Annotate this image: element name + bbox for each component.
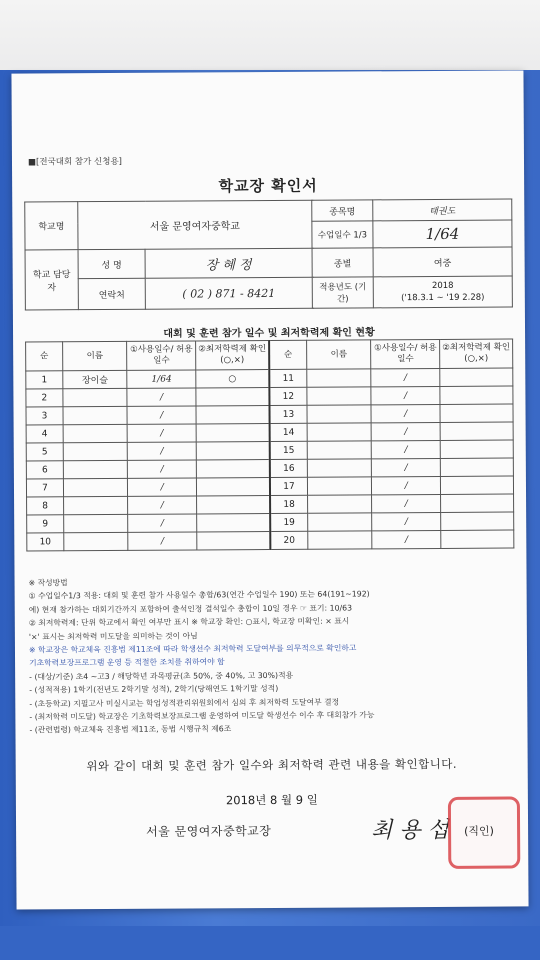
row-usage: / xyxy=(127,406,196,424)
row-minimum-check xyxy=(440,476,513,494)
row-name xyxy=(307,423,372,441)
row-usage: / xyxy=(128,478,197,496)
record-title: 대회 및 훈련 참가 일수 및 최저학력제 확인 현황 xyxy=(163,327,375,340)
school-value: 서울 문영여자중학교 xyxy=(78,200,312,249)
row-number: 1 xyxy=(26,371,63,389)
row-number: 3 xyxy=(26,407,63,425)
row-minimum-check xyxy=(441,512,514,530)
col-usage-left: ①사용일수/ 허용일수 xyxy=(127,341,196,370)
row-name xyxy=(308,495,373,513)
row-number: 10 xyxy=(27,533,64,551)
row-number: 13 xyxy=(269,405,307,423)
document-title: 학교장 확인서 xyxy=(218,176,318,196)
days-label: 수업일수 1/3 xyxy=(312,221,373,248)
row-minimum-check xyxy=(440,440,513,458)
row-usage: / xyxy=(371,404,440,422)
row-number: 19 xyxy=(270,513,308,531)
name-value: 장 혜 정 xyxy=(145,248,312,278)
row-minimum-check xyxy=(440,422,513,440)
row-number: 11 xyxy=(269,369,307,387)
info-table xyxy=(24,199,513,311)
record-table xyxy=(25,339,514,552)
col-name-left: 이름 xyxy=(63,341,128,370)
row-minimum-check xyxy=(440,386,513,404)
note-item: - (최저학력 미도달) 학교장은 기초학력보장프로그램 운영하여 미도달 학생선수 이수 후 대회참가 가능 xyxy=(29,710,375,722)
row-minimum-check xyxy=(196,460,270,478)
row-minimum-check: ○ xyxy=(196,370,270,388)
row-usage: / xyxy=(372,476,441,494)
row-minimum-check xyxy=(441,530,514,548)
row-name xyxy=(63,406,128,424)
row-number: 4 xyxy=(26,425,63,443)
row-number: 12 xyxy=(269,387,307,405)
name-label: 성 명 xyxy=(78,249,145,278)
row-minimum-check xyxy=(440,458,513,476)
row-minimum-check xyxy=(441,494,514,512)
period-value: 2018 xyxy=(431,280,454,292)
seal-label: (직인) xyxy=(464,824,494,838)
col-usage-right: ①사용일수/ 허용일수 xyxy=(371,339,440,368)
row-usage: / xyxy=(128,460,197,478)
row-name xyxy=(307,459,372,477)
note-item: - (관련법령) 학교체육 진흥법 제11조, 동법 시행규칙 제6조 xyxy=(29,724,232,735)
row-number: 20 xyxy=(270,531,308,549)
row-number: 16 xyxy=(270,459,308,477)
row-name xyxy=(63,460,128,478)
principal-signature: 최 용 섭 xyxy=(371,817,449,844)
row-usage: / xyxy=(128,532,197,550)
confirmation-date: 2018년 8 월 9 일 xyxy=(225,792,318,808)
row-minimum-check xyxy=(197,496,271,514)
row-minimum-check xyxy=(196,424,270,442)
row-number: 8 xyxy=(27,497,64,515)
row-minimum-check xyxy=(196,388,270,406)
days-value: 1/64 xyxy=(373,220,512,248)
period-label: 적용년도 (기간) xyxy=(312,277,373,308)
row-name xyxy=(307,477,372,495)
document-paper xyxy=(11,70,528,909)
board-edge xyxy=(0,926,540,960)
col-name-right: 이름 xyxy=(307,340,372,369)
col-minimum-right: ②최저학력제 확인(○,×) xyxy=(440,339,513,368)
table-row xyxy=(27,530,514,551)
row-minimum-check xyxy=(196,442,270,460)
row-name xyxy=(307,441,372,459)
note-item: 기초학력보장프로그램 운영 등 적절한 조치를 취하여야 함 xyxy=(29,657,225,668)
teacher-label: 학교 담당자 xyxy=(25,250,78,310)
row-usage: / xyxy=(128,424,197,442)
row-name xyxy=(307,405,372,423)
row-usage: 1/64 xyxy=(127,370,196,388)
school-label: 학교명 xyxy=(25,202,78,250)
confirmation-statement: 위와 같이 대회 및 훈련 참가 일수와 최저학력 관련 내용을 확인합니다. xyxy=(86,756,458,774)
row-number: 18 xyxy=(270,495,308,513)
type-value: 여중 xyxy=(373,247,512,277)
row-number: 6 xyxy=(26,461,63,479)
row-usage: / xyxy=(371,386,440,404)
note-item: - (성적적용) 1학기(전년도 2학기말 성적), 2학기(당해연도 1학기말 성적) xyxy=(29,684,279,695)
note-item: 예) 현재 참가하는 대회기간까지 포함하여 출석인정 결석일수 총합이 10일 경우 ☞ 표기: 10/63 xyxy=(28,603,353,615)
writing-instructions xyxy=(29,573,518,737)
row-name xyxy=(307,387,372,405)
note-item: ※ 학교장은 학교체육 진흥법 제11조에 따라 학생선수 최저학력 도달여부를 의무적으로 확인하고 xyxy=(28,643,357,655)
period-cell xyxy=(373,276,512,308)
header-tag: ■[전국대회 참가 신청용] xyxy=(27,156,122,168)
row-number: 7 xyxy=(26,479,63,497)
contact-value: ( 02 ) 871 - 8421 xyxy=(145,277,312,309)
note-item: ② 최저학력제: 단위 학교에서 확인 여부만 표시 ※ 학교장 확인: ○표시, 학교장 미확인: × 표시 xyxy=(28,616,350,628)
event-value: 태권도 xyxy=(373,199,512,221)
row-usage: / xyxy=(128,442,197,460)
row-number: 5 xyxy=(26,443,63,461)
type-label: 종별 xyxy=(312,248,373,277)
row-number: 17 xyxy=(270,477,308,495)
row-usage: / xyxy=(372,458,441,476)
col-no-right: 순 xyxy=(269,340,307,369)
col-no-left: 순 xyxy=(26,342,63,371)
row-name xyxy=(63,388,128,406)
row-usage: / xyxy=(372,440,441,458)
row-name xyxy=(64,514,129,532)
row-name xyxy=(63,424,128,442)
period-range: ('18.3.1 ~ '19 2.28) xyxy=(401,292,485,304)
row-minimum-check xyxy=(197,531,271,549)
note-item: '×' 표시는 최저학력 미도달을 의미하는 것이 아님 xyxy=(28,631,198,642)
event-label: 종목명 xyxy=(312,200,373,221)
row-minimum-check xyxy=(196,406,270,424)
row-usage: / xyxy=(371,368,440,386)
row-name xyxy=(308,513,373,531)
notes-heading: ※ 작성방법 xyxy=(28,578,68,588)
row-name: 장이슬 xyxy=(63,370,128,388)
row-minimum-check xyxy=(196,478,270,496)
note-item: ① 수업일수1/3 적용: 대회 및 훈련 참가 사용일수 총합/63(연간 수업일수 190) 또는 64(191~192) xyxy=(28,589,370,601)
row-name xyxy=(63,442,128,460)
row-usage: / xyxy=(128,496,197,514)
row-name xyxy=(307,369,372,387)
row-usage: / xyxy=(372,494,441,512)
row-minimum-check xyxy=(440,368,513,386)
row-usage: / xyxy=(128,514,197,532)
row-usage: / xyxy=(372,512,441,530)
row-usage: / xyxy=(127,388,196,406)
row-name xyxy=(308,531,373,549)
row-minimum-check xyxy=(440,404,513,422)
row-name xyxy=(64,496,129,514)
row-number: 2 xyxy=(26,389,63,407)
row-usage: / xyxy=(372,530,441,548)
row-name xyxy=(64,532,129,550)
col-minimum-left: ②최저학력제 확인(○,×) xyxy=(196,341,270,370)
principal-title: 서울 문영여자중학교장 xyxy=(146,823,272,839)
row-number: 15 xyxy=(270,441,308,459)
row-name xyxy=(63,478,128,496)
row-minimum-check xyxy=(197,513,271,531)
note-item: - (대상/기준) 초4 ~고3 / 해당학년 과목평균(초 50%, 중 40%, 고 30%)적용 xyxy=(29,670,294,682)
row-number: 14 xyxy=(270,423,308,441)
contact-label: 연락처 xyxy=(78,278,145,309)
row-number: 9 xyxy=(27,515,64,533)
row-usage: / xyxy=(371,422,440,440)
note-item: - (초등학교) 지필고사 미실시교는 학업성적관리위원회에서 심의 후 최저학력 도달여부 결정 xyxy=(29,697,340,709)
